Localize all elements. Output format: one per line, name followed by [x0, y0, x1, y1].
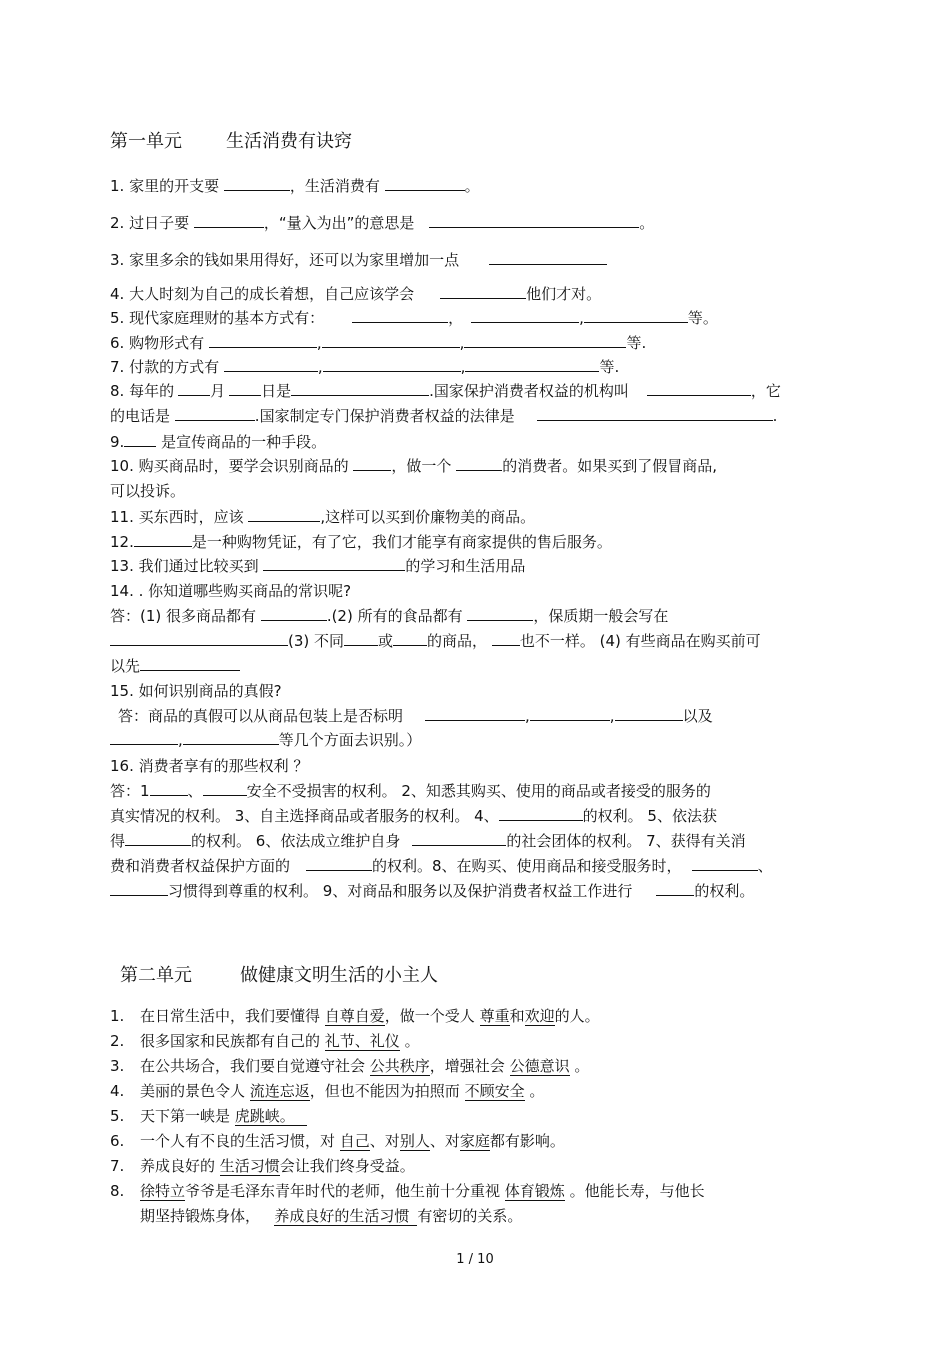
- unit1-subtitle: 生活消费有诀窍: [226, 131, 352, 152]
- answer-15-line1: 答：商品的真假可以从商品包装上是否标明 , , 以及: [118, 707, 713, 725]
- list-item: 4. 美丽的景色令人 流连忘返，但也不能因为拍照而 不顾安全 。: [110, 1082, 545, 1100]
- page-number: 1 / 10: [456, 1252, 494, 1267]
- answer-15-line2: , 等几个方面去识别。）: [110, 730, 421, 750]
- question-3: 3. 家里多余的钱如果用得好，还可以为家里增加一点: [110, 250, 607, 270]
- list-item: 2. 很多国家和民族都有自己的 礼节、礼仪 。: [110, 1032, 420, 1050]
- question-13: 13. 我们通过比较买到 的学习和生活用品: [110, 557, 526, 575]
- answer-14-line2: (3) 不同 或 的商品， 也不一样。 (4) 有些商品在购买前可: [110, 631, 761, 651]
- unit2-title: 第二单元 做健康文明生活的小主人: [120, 965, 438, 986]
- question-9: 9. 是宣传商品的一种手段。: [110, 433, 327, 451]
- question-10: 10. 购买商品时，要学会识别商品的 ，做一个 的消费者。如果买到了假冒商品,: [110, 457, 717, 475]
- question-11: 11. 买东西时，应该 ,这样可以买到价廉物美的商品。: [110, 508, 536, 526]
- list-item: 8. 徐特立爷爷是毛泽东青年时代的老师，他生前十分重视 体育锻炼 。他能长寿，与他长: [110, 1182, 705, 1200]
- question-1: 1. 家里的开支要 ，生活消费有 。: [110, 177, 480, 195]
- question-5: 5. 现代家庭理财的基本方式有： ， , 等。: [110, 309, 718, 327]
- unit2-subtitle: 做健康文明生活的小主人: [240, 965, 438, 986]
- list-item: 6. 一个人有不良的生活习惯，对 自己、对别人、对家庭都有影响。: [110, 1132, 565, 1150]
- answer-16-line4: 费和消费者权益保护方面的 的权利。8、在购买、使用商品和接受服务时， 、: [110, 857, 773, 875]
- question-2: 2. 过日子要 ，“量入为出”的意思是 。: [110, 214, 655, 232]
- question-6: 6. 购物形式有 , , 等.: [110, 334, 647, 352]
- answer-14-line1: 答：(1) 很多商品都有 .(2) 所有的食品都有 ，保质期一般会写在: [110, 607, 669, 625]
- unit1-title: 第一单元 生活消费有诀窍: [110, 131, 352, 152]
- question-10-cont: 可以投诉。: [110, 482, 186, 500]
- list-item-cont: 期坚持锻炼身体， 养成良好的生活习惯 有密切的关系。: [140, 1207, 523, 1225]
- answer-16-line2: 真实情况的权利。 3、自主选择商品或者服务的权利。 4、 的权利。 5、依法获: [110, 807, 717, 825]
- question-8-cont: 的电话是 .国家制定专门保护消费者权益的法律是 .: [110, 407, 778, 425]
- answer-16-line1: 答：1 、 安全不受损害的权利。 2、知悉其购买、使用的商品或者接受的服务的: [110, 782, 711, 800]
- question-4: 4. 大人时刻为自己的成长着想，自己应该学会 他们才对。: [110, 285, 602, 303]
- list-item: 3. 在公共场合，我们要自觉遵守社会 公共秩序，增强社会 公德意识 。: [110, 1057, 590, 1075]
- question-16: 16. 消费者享有的那些权利 ？: [110, 757, 309, 775]
- list-item: 5. 天下第一峡是 虎跳峡。: [110, 1106, 307, 1126]
- question-14: 14. . 你知道哪些购买商品的常识呢?: [110, 582, 352, 600]
- question-15: 15. 如何识别商品的真假?: [110, 682, 282, 700]
- list-item: 7. 养成良好的 生活习惯会让我们终身受益。: [110, 1157, 415, 1175]
- question-8: 8. 每年的 月 日是 .国家保护消费者权益的机构叫 ，它: [110, 382, 781, 400]
- answer-14-line3: 以先: [110, 656, 240, 676]
- question-7: 7. 付款的方式有 , , 等.: [110, 358, 620, 376]
- answer-16-line5: 习惯得到尊重的权利。 9、对商品和服务以及保护消费者权益工作进行 的权利。: [110, 881, 754, 901]
- answer-16-line3: 得 的权利。 6、依法成立维护自身 的社会团体的权利。 7、获得有关消: [110, 832, 746, 850]
- question-12: 12. 是一种购物凭证，有了它，我们才能享有商家提供的售后服务。: [110, 533, 612, 551]
- list-item: 1. 在日常生活中，我们要懂得 自尊自爱，做一个受人 尊重和欢迎的人。: [110, 1007, 600, 1025]
